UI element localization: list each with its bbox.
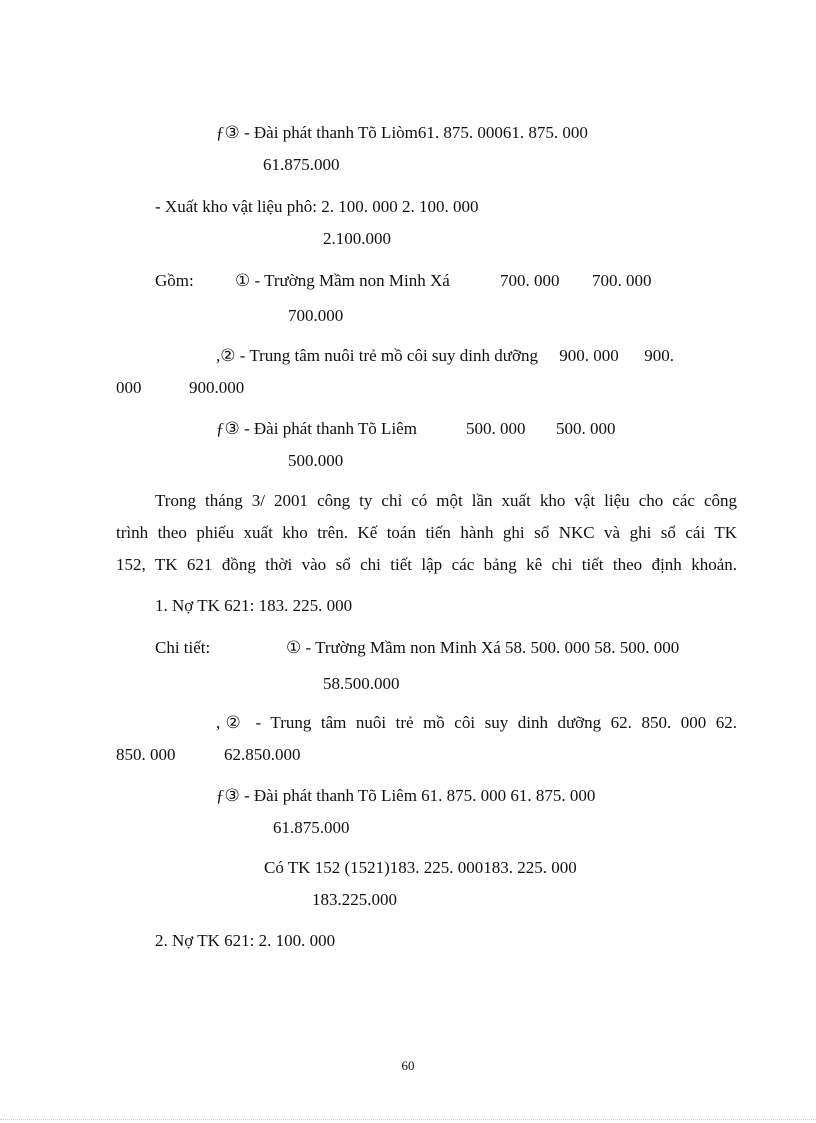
entry-amount: 58.500.000 [323, 674, 400, 693]
entry-amount: 183.225.000 [312, 890, 397, 909]
entry-line: 2. Nợ TK 621: 2. 100. 000 [155, 931, 336, 950]
paragraph-line: Trong tháng 3/ 2001 công ty chỉ có một lần xuất kho vật liệu cho các công [155, 491, 737, 510]
entry-amount: 62.850.000 [224, 745, 301, 764]
entry-amount: 61.875.000 [273, 818, 350, 837]
entry-amount: 61.875.000 [263, 155, 340, 174]
entry-amount: 700. 000 [592, 271, 652, 290]
entry-line: ƒ③ - Đài phát thanh Tõ Liêm [216, 419, 417, 438]
entry-line: ƒ③ - Đài phát thanh Tõ Liêm 61. 875. 000 61. 875. 000 [216, 786, 596, 805]
paragraph-line: trình theo phiếu xuất kho trên. Kế toán tiến hành ghi sổ NKC và ghi sổ cái TK [116, 523, 737, 542]
entry-amount: 500. 000 [556, 419, 616, 438]
entry-amount: 700. 000 [500, 271, 560, 290]
page-number: 60 [401, 1058, 415, 1073]
page-bottom-divider [0, 1119, 816, 1120]
paragraph-line: 152, TK 621 đồng thời vào sổ chi tiết lập các bảng kê chi tiết theo định khoản. [116, 555, 737, 574]
entry-line: Có TK 152 (1521)183. 225. 000183. 225. 000 [264, 858, 577, 877]
entry-amount: 2.100.000 [323, 229, 391, 248]
entry-line: ① - Trường Mầm non Minh Xá [235, 271, 450, 290]
entry-line: ,② - Trung tâm nuôi trẻ mồ côi suy dinh dưỡng 62. 850. 000 62. [216, 713, 737, 732]
entry-amount: 900.000 [189, 378, 245, 397]
group-label: Gồm: [155, 271, 194, 290]
entry-amount: 850. 000 [116, 745, 176, 764]
entry-amount: 500.000 [288, 451, 344, 470]
entry-line: 1. Nợ TK 621: 183. 225. 000 [155, 596, 353, 615]
entry-amount: 500. 000 [466, 419, 526, 438]
detail-label: Chi tiết: [155, 638, 211, 657]
entry-line: ƒ③ - Đài phát thanh Tõ Liòm61. 875. 00061. 875. 000 [216, 123, 588, 142]
entry-amount: 000 [116, 378, 142, 397]
entry-line: - Xuất kho vật liệu phô: 2. 100. 000 2. 100. 000 [155, 197, 479, 216]
entry-line: ,② - Trung tâm nuôi trẻ mồ côi suy dinh dưỡng 900. 000 900. [216, 346, 674, 365]
entry-amount: 700.000 [288, 306, 344, 325]
entry-line: ① - Trường Mầm non Minh Xá 58. 500. 000 58. 500. 000 [286, 638, 680, 657]
